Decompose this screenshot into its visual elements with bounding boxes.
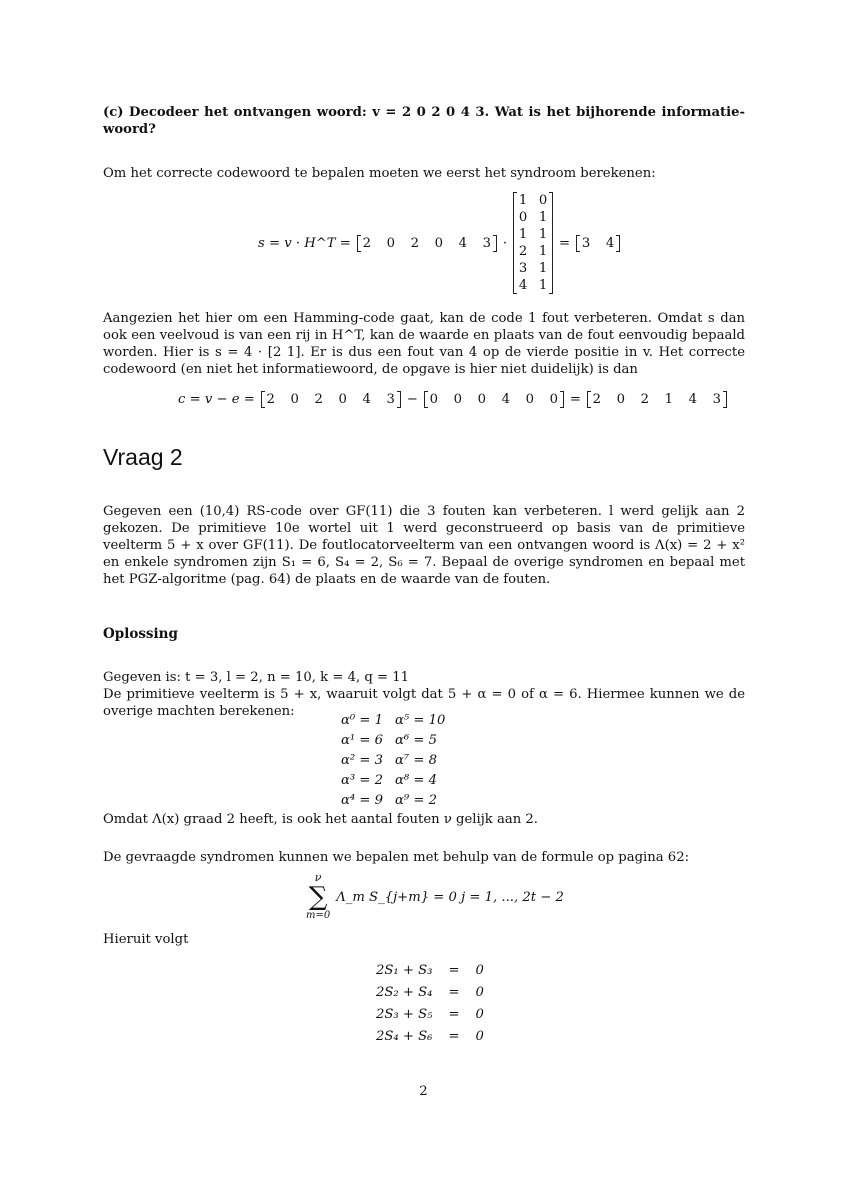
- equation-row: [368, 981, 492, 1003]
- v-entry: 3: [482, 235, 492, 251]
- HT-row: [518, 209, 548, 226]
- equation-row: [368, 1025, 492, 1047]
- e-entry: 0: [549, 392, 558, 407]
- alpha-power-row: [341, 730, 457, 750]
- dot-operator: ·: [502, 235, 508, 251]
- question-c: (c) Decodeer het ontvangen woord: v = 2 0 2 0 4 3. Wat is het bijhorende informatie-woord?: [103, 105, 745, 137]
- s-vector: [576, 235, 620, 252]
- HT-entry: 1: [538, 210, 548, 225]
- equation-cell: 2S₄ + S₆: [376, 1028, 433, 1044]
- HT-row: [518, 277, 548, 294]
- alpha-power-cell: α⁰ = 1: [341, 712, 384, 728]
- HT-entry: 3: [518, 261, 528, 276]
- HT-row: [518, 226, 548, 243]
- HT-entry: 1: [538, 261, 548, 276]
- alpha-power-cell: α⁴ = 9: [341, 792, 384, 808]
- v-entry: 0: [386, 235, 396, 251]
- correction-lhs: c = v − e =: [178, 392, 255, 407]
- hamming-explanation: Aangezien het hier om een Hamming-code gaat, kan de code 1 fout verbeteren. Omdat s dan ook een veelvoud is van een rij in H^T, kan de waarde en plaats van de fout eenvoudig bepaald worden. Hier is s = 4 · [2 1]. Er is dus een fout van 4 op de vierde positie in v. Het correcte codewoord (en niet het informatiewoord, de opgave is hier niet duidelijk) is dan: [103, 311, 745, 377]
- sigma-glyph: ∑: [308, 882, 328, 912]
- syndrome-equations: [368, 959, 492, 1047]
- c-entry: 3: [712, 392, 722, 407]
- alpha-power-cell: α⁸ = 4: [395, 772, 438, 788]
- alpha-power-cell: α³ = 2: [341, 772, 384, 788]
- page-number: 2: [419, 1084, 428, 1099]
- v-entry: 2: [266, 392, 275, 407]
- HT-entry: 1: [538, 244, 548, 259]
- c-entry: 2: [592, 392, 602, 407]
- equation-cell: 2S₁ + S₃: [376, 962, 433, 978]
- equation-row: [368, 959, 492, 981]
- hieruit-volgt: Hieruit volgt: [103, 932, 189, 947]
- HT-row: [518, 260, 548, 277]
- equation-cell: 0: [475, 1006, 484, 1022]
- equation-cell: 2S₂ + S₄: [376, 984, 433, 1000]
- equals-sign: =: [559, 235, 571, 251]
- correction-equation: [178, 391, 727, 408]
- alpha-power-row: [341, 750, 457, 770]
- equation-cell: 0: [475, 984, 484, 1000]
- sum-body: Λ_m S_{j+m} = 0 j = 1, ..., 2t − 2: [336, 889, 564, 905]
- c-entry: 2: [640, 392, 650, 407]
- v-vector-2: [261, 391, 401, 408]
- primitive-note: De primitieve veelterm is 5 + x, waaruit volgt dat 5 + α = 0 of α = 6. Hiermee kunnen we de overige machten berekenen:: [103, 687, 745, 719]
- alpha-powers-table: [341, 710, 457, 810]
- e-vector: [424, 391, 564, 408]
- sum-symbol: [306, 872, 330, 922]
- alpha-power-cell: α² = 3: [341, 752, 384, 768]
- equation-cell: 0: [475, 1028, 484, 1044]
- summation-formula: [306, 872, 564, 922]
- equals-sign-2: =: [569, 392, 581, 407]
- e-entry: 0: [477, 392, 486, 407]
- c-entry: 0: [616, 392, 626, 407]
- equation-cell: =: [448, 1028, 460, 1044]
- s-entry: 3: [581, 235, 591, 251]
- HT-row: [518, 192, 548, 209]
- HT-entry: 1: [538, 278, 548, 293]
- v-entry: 0: [290, 392, 299, 407]
- c-vector: [587, 391, 727, 408]
- syndrome-intro: Om het correcte codewoord te bepalen moeten we eerst het syndroom berekenen:: [103, 166, 656, 181]
- alpha-power-cell: α⁷ = 8: [395, 752, 438, 768]
- v-entry: 2: [314, 392, 323, 407]
- minus-sign: −: [406, 392, 418, 407]
- equation-row: [368, 1003, 492, 1025]
- syndrome-formula-note: De gevraagde syndromen kunnen we bepalen met behulp van de formule op pagina 62:: [103, 850, 690, 865]
- syndrome-lhs: s = v · H^T =: [258, 235, 351, 251]
- v-entry: 0: [338, 392, 347, 407]
- equation-cell: =: [448, 984, 460, 1000]
- HT-entry: 2: [518, 244, 528, 259]
- s-entry: 4: [605, 235, 615, 251]
- alpha-power-row: [341, 790, 457, 810]
- HT-entry: 1: [518, 227, 528, 242]
- syndrome-equation: [258, 192, 620, 294]
- equation-cell: 0: [475, 962, 484, 978]
- HT-entry: 1: [518, 193, 528, 208]
- HT-entry: 1: [538, 227, 548, 242]
- v-entry: 2: [410, 235, 420, 251]
- sum-upper: ν: [314, 871, 322, 884]
- v-entry: 2: [362, 235, 372, 251]
- alpha-power-cell: α⁵ = 10: [395, 712, 446, 728]
- v-entry: 4: [458, 235, 468, 251]
- given-values: Gegeven is: t = 3, l = 2, n = 10, k = 4, q = 11: [103, 670, 410, 685]
- section-title: Vraag 2: [103, 444, 183, 470]
- vraag2-statement: Gegeven een (10,4) RS-code over GF(11) die 3 fouten kan verbeteren. l werd gelijk aan 2 gekozen. De primitieve 10e wortel uit 1 werd geconstrueerd op basis van de primitieve veelterm 5 + x over GF(11). De foutlocatorveelterm van een ontvangen woord is Λ(x) = 2 + x² en enkele syndromen zijn S₁ = 6, S₄ = 2, S₆ = 7. Bepaal de overige syndromen en bepaal met het PGZ-algoritme (pag. 64) de plaats en de waarde van de fouten.: [103, 504, 745, 587]
- v-entry: 3: [386, 392, 395, 407]
- HT-entry: 0: [518, 210, 528, 225]
- HT-matrix: [513, 192, 553, 294]
- e-entry: 0: [429, 392, 438, 407]
- equation-cell: 2S₃ + S₅: [376, 1006, 433, 1022]
- alpha-power-row: [341, 710, 457, 730]
- sum-lower: m=0: [306, 910, 331, 921]
- equation-cell: =: [448, 962, 460, 978]
- e-entry: 0: [453, 392, 462, 407]
- alpha-power-cell: α¹ = 6: [341, 732, 384, 748]
- equation-cell: =: [448, 1006, 460, 1022]
- HT-entry: 4: [518, 278, 528, 293]
- v-entry: 4: [362, 392, 371, 407]
- HT-row: [518, 243, 548, 260]
- e-entry: 0: [525, 392, 534, 407]
- degree-note: Omdat Λ(x) graad 2 heeft, is ook het aantal fouten ν gelijk aan 2.: [103, 812, 538, 827]
- alpha-power-row: [341, 770, 457, 790]
- e-entry: 4: [501, 392, 510, 407]
- c-entry: 4: [688, 392, 698, 407]
- solution-heading: Oplossing: [103, 626, 178, 642]
- v-vector: [357, 235, 497, 252]
- alpha-power-cell: α⁹ = 2: [395, 792, 438, 808]
- c-entry: 1: [664, 392, 674, 407]
- alpha-power-cell: α⁶ = 5: [395, 732, 438, 748]
- HT-entry: 0: [538, 193, 548, 208]
- v-entry: 0: [434, 235, 444, 251]
